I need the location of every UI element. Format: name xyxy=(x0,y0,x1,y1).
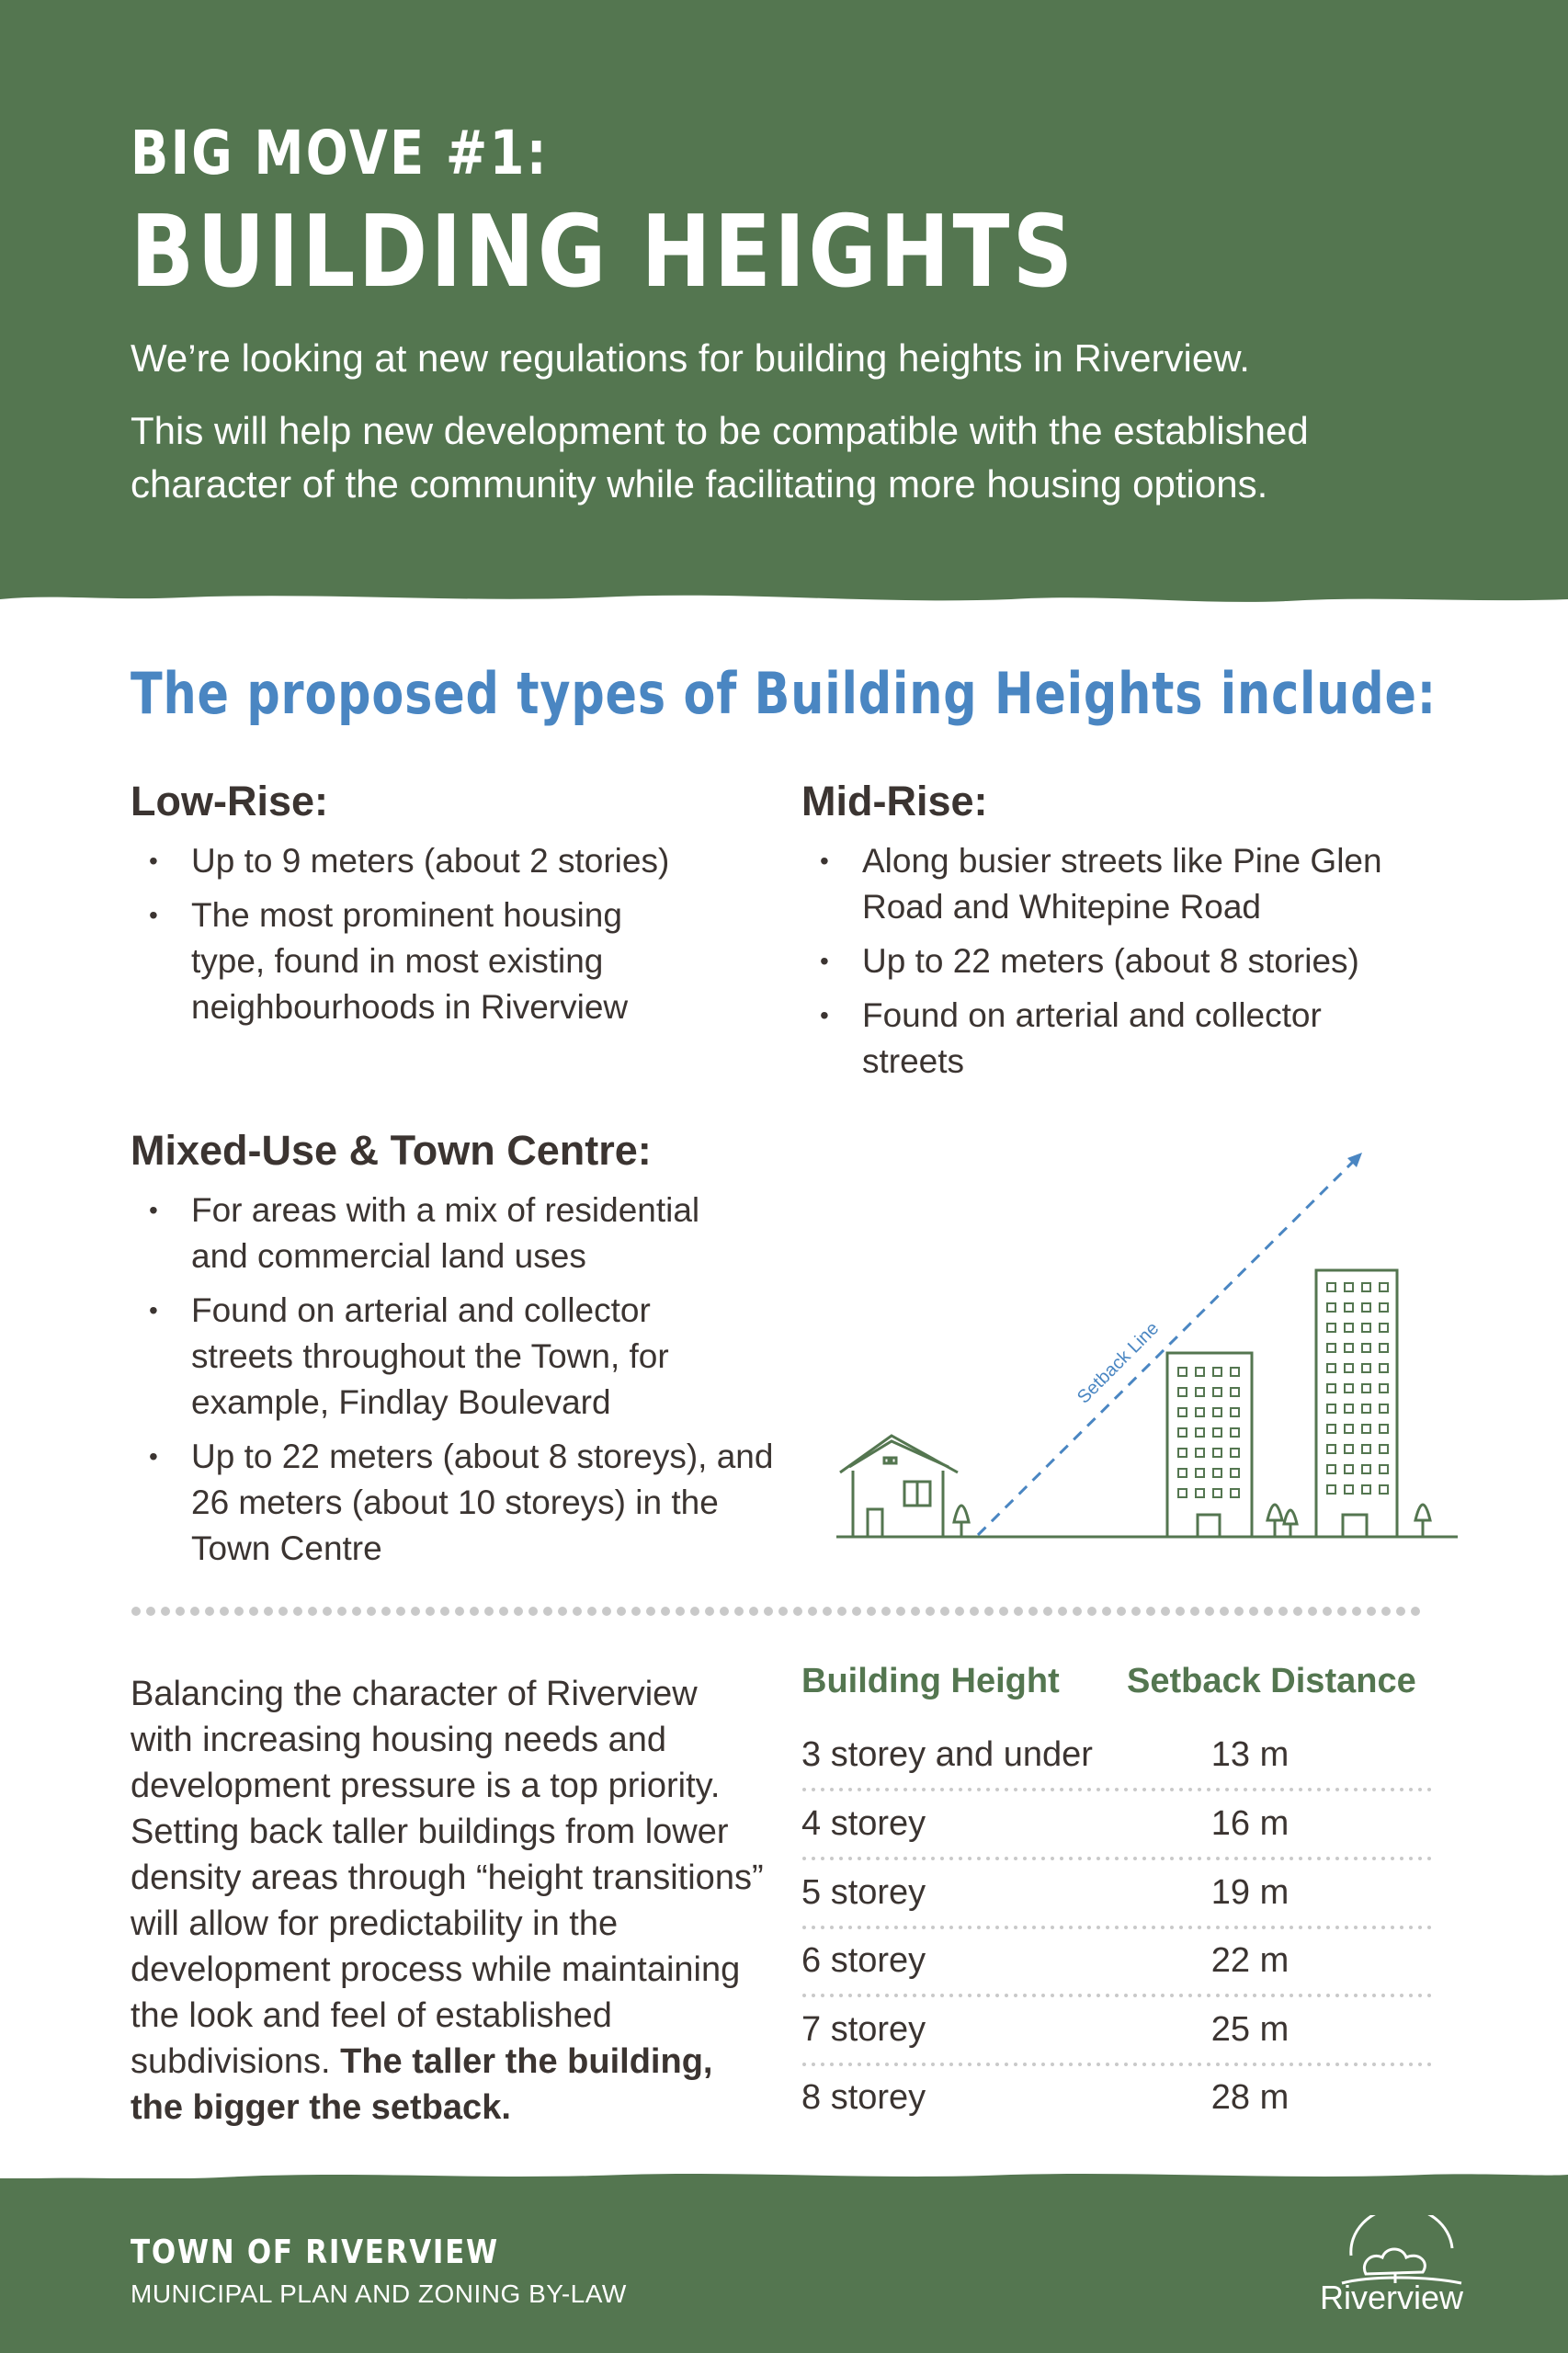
row-dotted-rule xyxy=(801,2062,1436,2067)
mid-rise-list xyxy=(801,838,1445,1093)
low-rise-list xyxy=(131,838,719,1039)
building-windows xyxy=(1178,1368,1239,1497)
header-brush-edge xyxy=(0,577,1568,614)
window-icon xyxy=(1178,1469,1187,1477)
section-heading: The proposed types of Building Heights include: xyxy=(131,660,1437,727)
window-icon xyxy=(1231,1469,1239,1477)
window-icon xyxy=(1178,1368,1187,1376)
window-icon xyxy=(1178,1449,1187,1457)
window-icon xyxy=(1380,1303,1388,1312)
header-banner xyxy=(0,0,1568,588)
intro-paragraph-2: This will help new development to be compatible with the established character of the community while facilitating more housing options. xyxy=(131,409,1309,506)
table-cell-setback: 22 m xyxy=(1210,1941,1290,1980)
list-item: • Found on arterial and collector streets throughout the Town, for example, Findlay Boulevard xyxy=(131,1288,743,1426)
window-icon xyxy=(1380,1364,1388,1372)
column-header-building-height: Building Height xyxy=(801,1662,1060,1700)
table-cell-height: 5 storey xyxy=(801,1873,926,1912)
window-icon xyxy=(1327,1283,1335,1291)
window-icon xyxy=(1213,1449,1221,1457)
window-icon xyxy=(1345,1303,1353,1312)
list-item: • Found on arterial and collector streets xyxy=(801,993,1395,1085)
window-icon xyxy=(1380,1324,1388,1332)
window-icon xyxy=(1231,1388,1239,1396)
window-icon xyxy=(1196,1368,1204,1376)
list-item: • The most prominent housing type, found in most existing neighbourhoods in Riverview xyxy=(131,892,669,1030)
table-cell-height: 4 storey xyxy=(801,1804,926,1843)
setback-line-arrow xyxy=(978,1153,1362,1535)
window-icon xyxy=(1213,1489,1221,1497)
table-row xyxy=(801,2006,1436,2075)
window-icon xyxy=(1362,1425,1370,1433)
mixed-use-list xyxy=(131,1188,774,1580)
window-icon xyxy=(1231,1449,1239,1457)
window-icon xyxy=(1231,1368,1239,1376)
window-icon xyxy=(1345,1324,1353,1332)
house-icon xyxy=(840,1436,958,1537)
tree-icon xyxy=(1284,1510,1297,1537)
window-icon xyxy=(1327,1364,1335,1372)
window-icon xyxy=(1380,1344,1388,1352)
window-icon xyxy=(1362,1404,1370,1413)
list-item: • Up to 22 meters (about 8 stories) xyxy=(801,938,1445,984)
riverview-logo xyxy=(1314,2215,1480,2316)
table-row xyxy=(801,1732,1436,1801)
tree-icon xyxy=(1267,1505,1282,1537)
logo-text: Riverview xyxy=(1320,2279,1464,2316)
window-icon xyxy=(1213,1428,1221,1437)
window-icon xyxy=(1213,1388,1221,1396)
window-icon xyxy=(1327,1485,1335,1494)
window-icon xyxy=(1345,1364,1353,1372)
window-icon xyxy=(1327,1404,1335,1413)
list-item: • For areas with a mix of residential and commercial land uses xyxy=(131,1188,743,1279)
row-dotted-rule xyxy=(801,1993,1436,1998)
window-icon xyxy=(1362,1485,1370,1494)
footer-town-name: TOWN OF RIVERVIEW xyxy=(131,2234,499,2271)
window-icon xyxy=(1327,1384,1335,1392)
table-cell-height: 7 storey xyxy=(801,2010,926,2049)
window-icon xyxy=(1231,1428,1239,1437)
window-icon xyxy=(1345,1465,1353,1473)
window-icon xyxy=(1213,1368,1221,1376)
window-icon xyxy=(1345,1384,1353,1392)
intro-paragraph-1: We’re looking at new regulations for building heights in Riverview. xyxy=(131,336,1250,380)
window-icon xyxy=(1196,1428,1204,1437)
window-icon xyxy=(1196,1388,1204,1396)
row-dotted-rule xyxy=(801,1856,1436,1861)
table-cell-setback: 16 m xyxy=(1210,1804,1290,1843)
window-icon xyxy=(1178,1428,1187,1437)
window-icon xyxy=(1380,1425,1388,1433)
mid-rise-building-icon xyxy=(1167,1353,1252,1537)
list-item: • Up to 9 meters (about 2 stories) xyxy=(131,838,719,884)
window-icon xyxy=(1178,1388,1187,1396)
window-icon xyxy=(1327,1445,1335,1453)
window-icon xyxy=(1345,1283,1353,1291)
list-item: • Along busier streets like Pine Glen Road and Whitepine Road xyxy=(801,838,1395,930)
window-icon xyxy=(1345,1445,1353,1453)
window-icon xyxy=(1362,1465,1370,1473)
table-cell-height: 3 storey and under xyxy=(801,1735,1093,1774)
table-row xyxy=(801,2075,1436,2143)
tree-icon xyxy=(954,1506,969,1537)
setback-line-label: Setback Line xyxy=(1073,1318,1164,1408)
table-row xyxy=(801,1801,1436,1870)
table-cell-setback: 28 m xyxy=(1210,2078,1290,2117)
mixed-use-title: Mixed-Use & Town Centre: xyxy=(131,1127,652,1174)
window-icon xyxy=(1231,1408,1239,1416)
window-icon xyxy=(1196,1449,1204,1457)
window-icon xyxy=(1196,1489,1204,1497)
page-title: BUILDING HEIGHTS xyxy=(131,195,1076,310)
table-cell-setback: 19 m xyxy=(1210,1873,1290,1912)
window-icon xyxy=(1362,1364,1370,1372)
window-icon xyxy=(1327,1303,1335,1312)
row-dotted-rule xyxy=(801,1925,1436,1930)
balance-paragraph xyxy=(131,1671,765,2131)
window-icon xyxy=(1380,1283,1388,1291)
window-icon xyxy=(1380,1465,1388,1473)
window-icon xyxy=(1380,1404,1388,1413)
window-icon xyxy=(1213,1408,1221,1416)
window-icon xyxy=(1327,1324,1335,1332)
window-icon xyxy=(1362,1303,1370,1312)
table-cell-height: 6 storey xyxy=(801,1941,926,1980)
kicker-title: BIG MOVE #1: xyxy=(131,118,549,188)
table-row xyxy=(801,1938,1436,2006)
window-icon xyxy=(1345,1344,1353,1352)
column-header-setback-distance: Setback Distance xyxy=(1127,1662,1416,1700)
row-dotted-rule xyxy=(801,1787,1436,1792)
window-icon xyxy=(1196,1408,1204,1416)
dotted-divider xyxy=(131,1606,1436,1617)
setback-illustration xyxy=(827,1140,1471,1544)
table-cell-setback: 13 m xyxy=(1210,1735,1290,1774)
window-icon xyxy=(1178,1489,1187,1497)
building-windows xyxy=(1327,1283,1388,1494)
window-icon xyxy=(1196,1469,1204,1477)
table-row xyxy=(801,1870,1436,1938)
window-icon xyxy=(1178,1408,1187,1416)
window-icon xyxy=(1213,1469,1221,1477)
window-icon xyxy=(1231,1489,1239,1497)
low-rise-title: Low-Rise: xyxy=(131,778,329,824)
mid-rise-title: Mid-Rise: xyxy=(801,778,988,824)
window-icon xyxy=(1380,1445,1388,1453)
window-icon xyxy=(1362,1384,1370,1392)
window-icon xyxy=(1327,1344,1335,1352)
balance-text: Balancing the character of Riverview with increasing housing needs and development pressure is a top priority. Setting back taller buildings from lower density areas through “height transitions” will allow for predictability in the development process while maintaining the look and feel of established subdivisions. xyxy=(131,1675,764,2081)
window-icon xyxy=(1345,1485,1353,1494)
balance-emphasis: The taller the building, the bigger the setback. xyxy=(131,2042,713,2127)
window-icon xyxy=(1327,1425,1335,1433)
window-icon xyxy=(1345,1425,1353,1433)
tree-icon xyxy=(1415,1505,1430,1537)
window-icon xyxy=(1327,1465,1335,1473)
window-icon xyxy=(1380,1384,1388,1392)
list-item: • Up to 22 meters (about 8 storeys), and 26 meters (about 10 storeys) in the Town Centre xyxy=(131,1434,779,1572)
window-icon xyxy=(1380,1485,1388,1494)
window-icon xyxy=(1345,1404,1353,1413)
table-cell-height: 8 storey xyxy=(801,2078,926,2117)
window-icon xyxy=(1362,1344,1370,1352)
window-icon xyxy=(1362,1283,1370,1291)
footer-plan-name: MUNICIPAL PLAN AND ZONING BY-LAW xyxy=(131,2279,627,2308)
window-icon xyxy=(1362,1324,1370,1332)
table-cell-setback: 25 m xyxy=(1210,2010,1290,2049)
window-icon xyxy=(1362,1445,1370,1453)
